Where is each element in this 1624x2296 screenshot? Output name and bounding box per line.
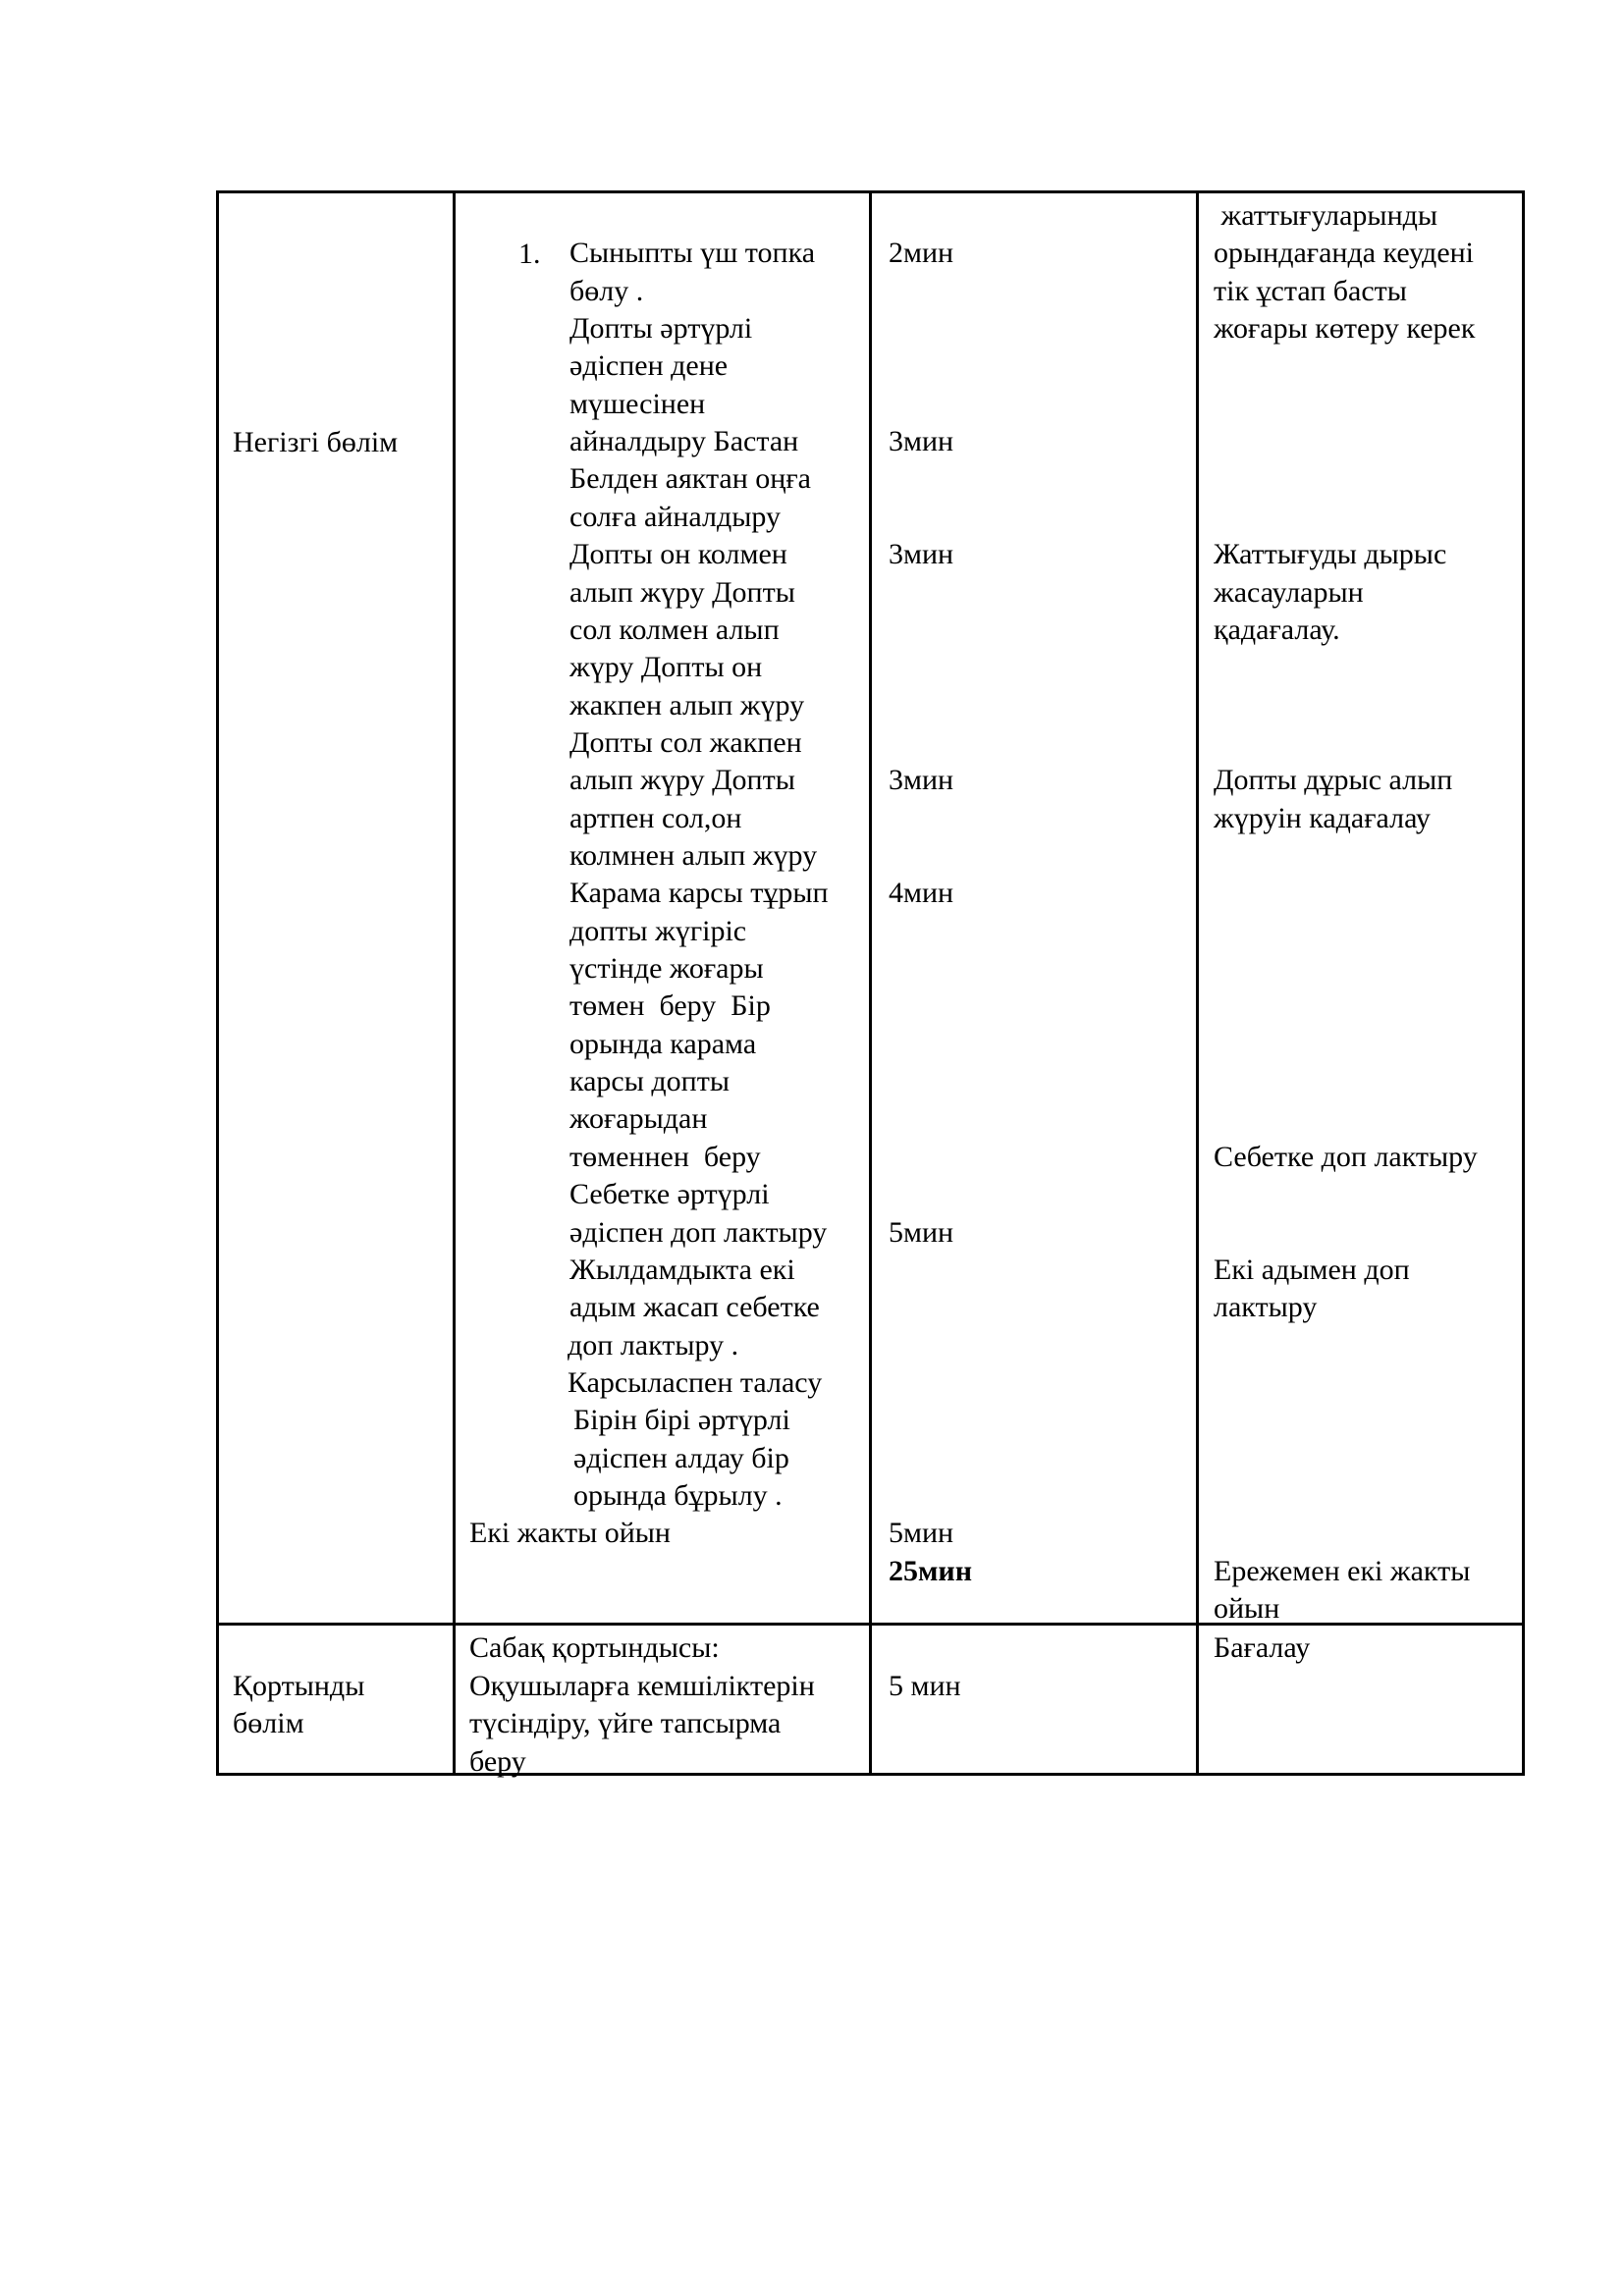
table-border-right (1522, 190, 1525, 1776)
activity-line: алып жүру Допты (569, 575, 795, 609)
activity-line: орында бұрылу . (573, 1478, 783, 1512)
note-line: жүруін кадағалау (1214, 801, 1431, 834)
activity-line: Белден аяктан оңға (569, 462, 811, 496)
activity-line: Допты он колмен (569, 538, 787, 571)
activity-line: колмнен алып жүру (569, 839, 818, 872)
total-time: 25мин (889, 1554, 973, 1587)
activity-line: түсіндіру, үйге тапсырма (469, 1707, 782, 1739)
activity-line: жоғарыдан (569, 1102, 708, 1136)
time-cell: 5 мин (889, 1670, 961, 1702)
note-line: орындағанда кеудені (1214, 237, 1475, 270)
time-value: 3мин (889, 425, 954, 458)
activity-line: Себетке әртүрлі (569, 1178, 770, 1211)
activity-line: Бірін бірі әртүрлі (573, 1404, 790, 1437)
activity-line: төменнен беру (569, 1140, 761, 1173)
section-cell: Негізгі бөлім (233, 426, 399, 458)
time-value: 4мин (889, 877, 954, 910)
activity-line: адым жасап себетке (569, 1291, 820, 1324)
table-border-left (216, 190, 219, 1776)
note-line: ойын (1214, 1592, 1280, 1625)
activity-line: Сыныпты үш топка (569, 237, 816, 270)
activity-line: сол колмен алып (569, 613, 780, 646)
list-number: 1. (518, 238, 541, 270)
activity-line: алып жүру Допты (569, 764, 795, 797)
time-value: 5мин (889, 1517, 954, 1550)
activity-line: төмен беру Бір (569, 989, 771, 1023)
time-value: 5мин (889, 1215, 954, 1249)
activity-line: солға айналдыру (569, 500, 782, 533)
column-divider-2 (869, 190, 872, 1776)
activity-line: жакпен алып жүру (569, 688, 805, 721)
activity-line: орында карама (569, 1027, 757, 1060)
activity-line: әдіспен дене (569, 349, 729, 383)
activity-line: беру (469, 1745, 526, 1778)
activity-line: әдіспен алдау бір (573, 1441, 789, 1474)
activity-line: карсы допты (569, 1065, 730, 1098)
section-line: Қортынды (233, 1670, 365, 1702)
activity-line: айналдыру Бастан (569, 425, 799, 458)
activity-line: Карама карсы тұрып (569, 877, 829, 910)
note-line: лактыру (1214, 1291, 1318, 1324)
time-value: 2мин (889, 237, 954, 270)
note-line: тік ұстап басты (1214, 274, 1407, 307)
note-line: Себетке доп лактыру (1214, 1140, 1478, 1173)
activity-line: Екі жакты ойын (469, 1517, 671, 1550)
note-line: жаттығуларынды (1214, 199, 1438, 232)
activity-line: жүру Допты он (569, 651, 763, 684)
activity-line: әдіспен доп лактыру (569, 1215, 828, 1249)
note-line: жоғары көтеру керек (1214, 312, 1476, 346)
time-value: 3мин (889, 538, 954, 571)
section-line: бөлім (233, 1707, 304, 1739)
notes-cell: Бағалау (1214, 1631, 1311, 1664)
activity-line: артпен сол,он (569, 801, 742, 834)
activity-line: допты жүгіріс (569, 914, 747, 947)
note-line: Жаттығуды дырыс (1214, 538, 1447, 571)
activity-line: мүшесінен (569, 387, 706, 420)
activity-line: Допты сол жакпен (569, 725, 802, 759)
activity-line: үстінде жоғары (569, 952, 764, 985)
activity-line: Оқушыларға кемшіліктерін (469, 1670, 815, 1702)
note-line: Ережемен екі жакты (1214, 1554, 1471, 1587)
activity-line: Карсыласпен таласу (568, 1365, 823, 1399)
activity-line: Жылдамдыкта екі (569, 1253, 795, 1286)
column-divider-3 (1196, 190, 1199, 1776)
note-line: Екі адымен доп (1214, 1253, 1410, 1286)
time-value: 3мин (889, 764, 954, 797)
activity-line: бөлу . (569, 274, 644, 307)
column-divider-1 (453, 190, 456, 1776)
note-line: Допты дұрыс алып (1214, 764, 1453, 797)
activity-line: Сабақ қортындысы: (469, 1631, 720, 1664)
activity-line: доп лактыру . (568, 1328, 739, 1362)
note-line: қадағалау. (1214, 613, 1340, 646)
activity-line: Допты әртүрлі (569, 312, 753, 346)
note-line: жасауларын (1214, 575, 1364, 609)
